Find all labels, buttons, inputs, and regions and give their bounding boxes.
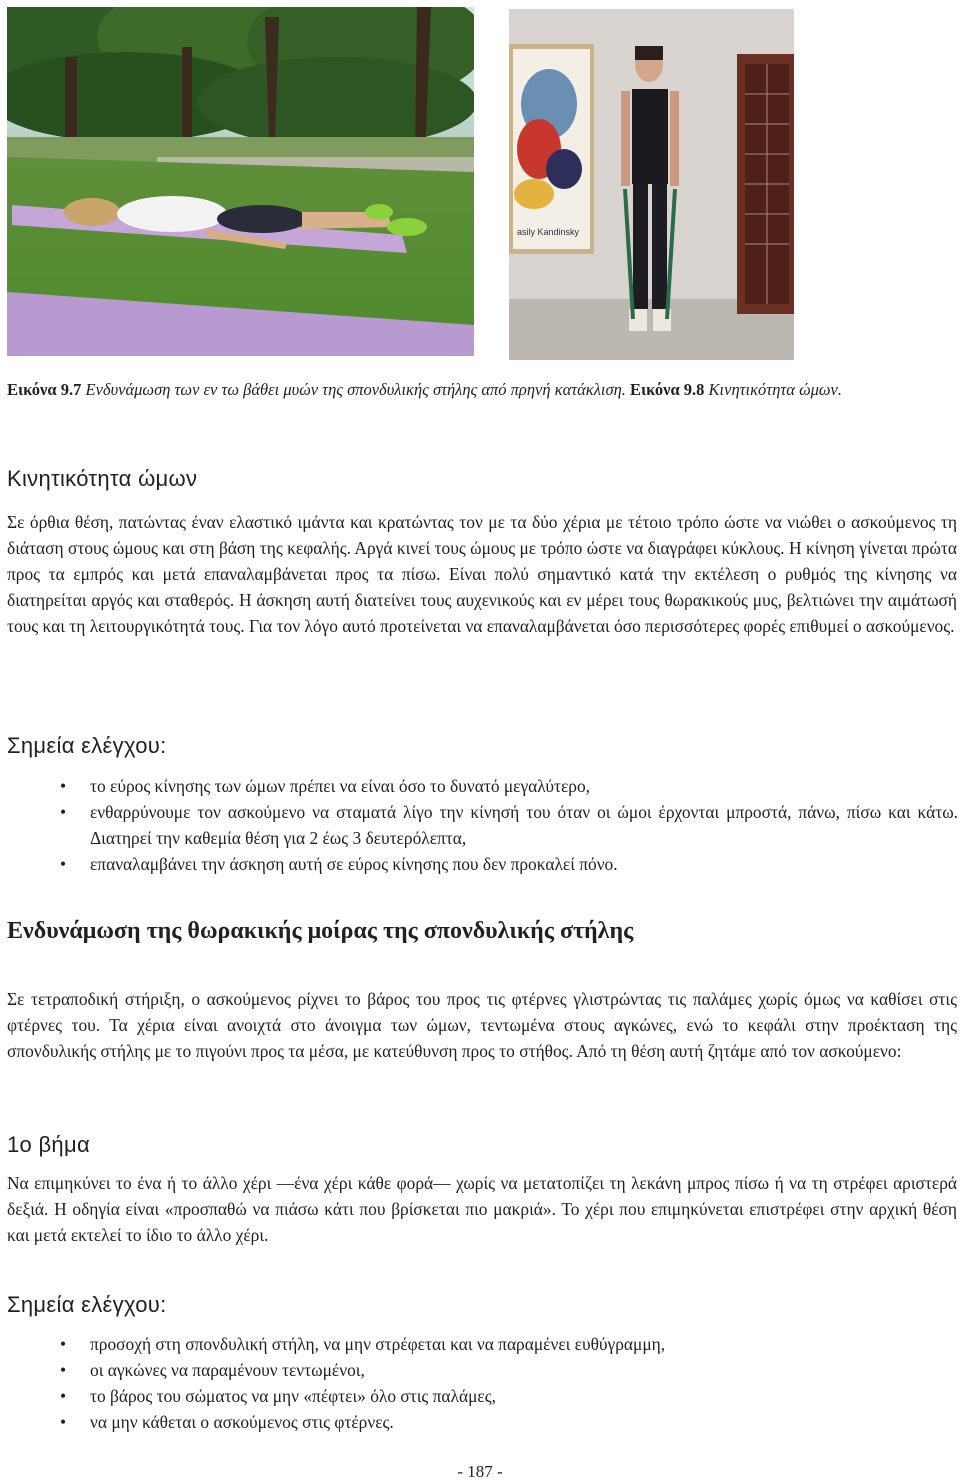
list-item	[60, 851, 958, 877]
section1-paragraph: Σε όρθια θέση, πατώντας έναν ελαστικό ιμάντα και κρατώντας τον με τα δύο χέρια με τέτοιο τρόπο ώστε να νιώθει ο ασκούμενος τη διάταση στους ώμους και στη βάση της κεφαλής. Αργά κινεί τους ώμους με τρόπο ώστε να διαγράφει κύκλους. Η κίνηση γίνεται πρώτα προς τα εμπρός και μετά επαναλαμβάνεται προς τα πίσω. Είναι πολύ σημαντικό κατά την εκτέλεση ο ρυθμός της κίνησης να διατηρείται αργός και σταθερός. Η άσκηση αυτή διατείνει τους αυχενικούς και εν μέρει τους θωρακικούς μυς, βελτιώνει την αιμάτωσή τους και τη λειτουργικότητά τους. Για τον λόγο αυτό προτείνεται να επαναλαμβάνεται όσο περισσότερες φορές επιθυμεί ο ασκούμενος.	[7, 512, 957, 636]
list-item	[60, 1331, 958, 1357]
bullet-icon: •	[60, 1360, 67, 1380]
park-scene	[7, 7, 474, 356]
fig2-label: Εικόνα 9.8	[630, 380, 705, 399]
bullet-icon: •	[60, 776, 67, 796]
list-item-text: το εύρος κίνησης των ώμων πρέπει να είναι όσο το δυνατό μεγαλύτερο,	[90, 776, 591, 796]
section2-paragraph: Σε τετραποδική στήριξη, ο ασκούμενος ρίχνει το βάρος του προς τις φτέρνες γλιστρώντας τις παλάμες χωρίς όμως να καθίσει στις φτέρνες του. Τα χέρια είναι ανοιχτά στο άνοιγμα των ώμων, τεντωμένα στους αγκώνες, ενώ το κεφάλι στην προέκταση της σπονδυλικής στήλης με το πιγούνι προς τα μέσα, με κατεύθυνση προς το στήθος. Από τη θέση αυτή ζητάμε από τον ασκούμενο:	[7, 989, 957, 1061]
page-number: - 187 -	[457, 1462, 503, 1481]
list-item-text: προσοχή στη σπονδυλική στήλη, να μην στρέφεται και να παραμένει ευθύγραμμη,	[90, 1334, 666, 1354]
checkpoints2-heading: Σημεία ελέγχου:	[7, 1292, 167, 1317]
list-item	[60, 1409, 958, 1435]
bullet-icon: •	[60, 1412, 67, 1432]
list-item-text: ενθαρρύνουμε τον ασκούμενο να σταματά λίγο την κίνησή του όταν οι ώμοι έρχονται μπροστά, πάνω, πίσω και κάτω. Διατηρεί την καθεμία θέση για 2 έως 3 δευτερόλεπτα,	[90, 802, 958, 848]
bullet-icon: •	[60, 802, 67, 822]
bullet-icon: •	[60, 1386, 67, 1406]
fig1-label: Εικόνα 9.7	[7, 380, 82, 399]
list-item	[60, 799, 958, 851]
bullet-icon: •	[60, 1334, 67, 1354]
list-item-text: οι αγκώνες να παραμένουν τεντωμένοι,	[90, 1360, 365, 1380]
figure-caption	[7, 377, 953, 402]
list-item	[60, 1357, 958, 1383]
list-item-text: επαναλαμβάνει την άσκηση αυτή σε εύρος κίνησης που δεν προκαλεί πόνο.	[90, 854, 618, 874]
indoor-scene	[509, 9, 794, 360]
checkpoints2-list	[60, 1331, 958, 1435]
painting-caption: asily Kandinsky	[517, 227, 580, 237]
list-item-text: να μην κάθεται ο ασκούμενος στις φτέρνες.	[90, 1412, 394, 1432]
photo-prone-exercise	[7, 7, 474, 356]
photo-shoulder-mobility	[509, 9, 794, 360]
checkpoints1-heading: Σημεία ελέγχου:	[7, 733, 167, 758]
step1-paragraph: Να επιμηκύνει το ένα ή το άλλο χέρι —ένα χέρι κάθε φορά— χωρίς να μετατοπίζει τη λεκάνη μπρος πίσω ή να τη στρέφει αριστερά δεξιά. Η οδηγία είναι «προσπαθώ να πιάσω κάτι που βρίσκεται πιο μακριά». Το χέρι που επιμηκύνεται επιστρέφει στην αρχική θέση και μετά εκτελεί το ίδιο το άλλο χέρι.	[7, 1173, 957, 1245]
checkpoints1-list	[60, 773, 958, 877]
list-item	[60, 1383, 958, 1409]
list-item	[60, 773, 958, 799]
step1-heading: 1ο βήμα	[7, 1132, 90, 1157]
section2-heading: Ενδυνάμωση της θωρακικής μοίρας της σπονδυλικής στήλης	[7, 918, 634, 944]
fig2-text: Κινητικότητα ώμων.	[708, 380, 842, 399]
bullet-icon: •	[60, 854, 67, 874]
section1-heading: Κινητικότητα ώμων	[7, 466, 198, 491]
list-item-text: το βάρος του σώματος να μην «πέφτει» όλο στις παλάμες,	[90, 1386, 496, 1406]
fig1-text: Ενδυνάμωση των εν τω βάθει μυών της σπονδυλικής στήλης από πρηνή κατάκλιση.	[85, 380, 626, 399]
